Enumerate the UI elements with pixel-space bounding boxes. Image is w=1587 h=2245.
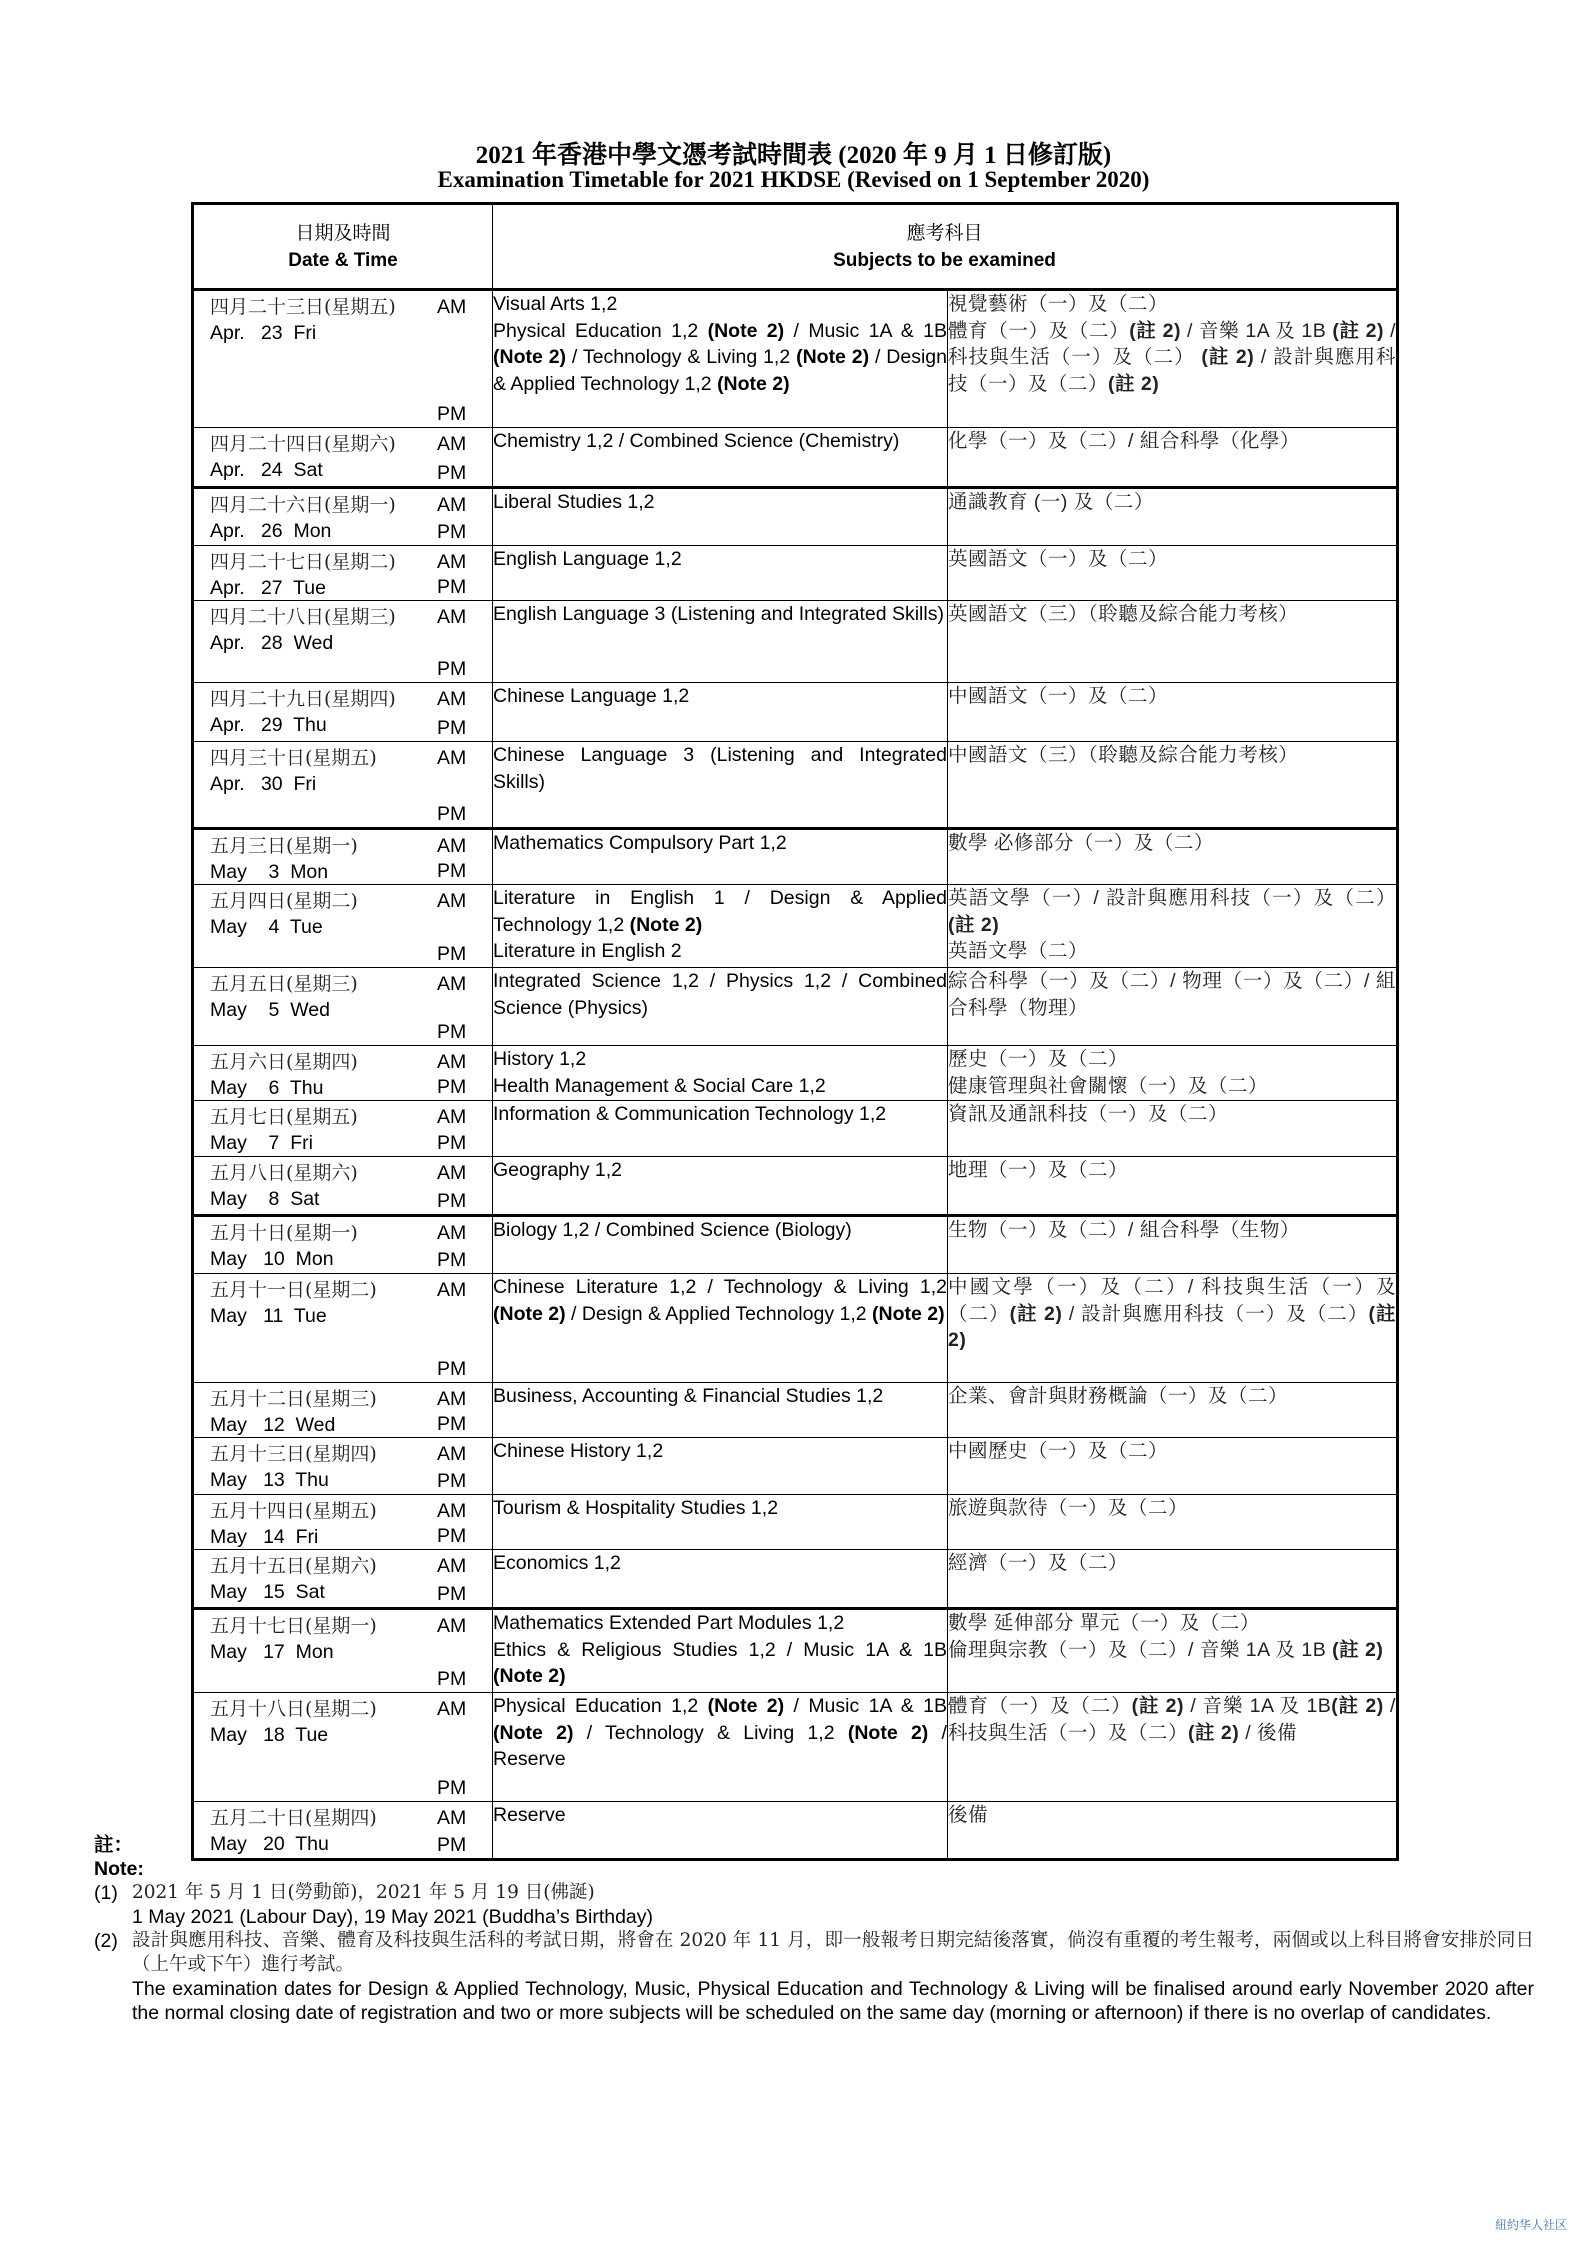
subject-line-zh: 中國語文（一）及（二） [948,685,1169,707]
timetable-row [193,829,1398,885]
date-en: May 5 Wed [210,999,330,1021]
pm-label: PM [437,1131,467,1154]
date-en: Apr. 28 Wed [210,632,334,654]
date-zh: 四月二十九日(星期四) [210,688,396,710]
subject-zh-cell [948,885,1398,968]
am-label: AM [437,835,467,857]
date-cell [193,488,493,546]
subject-zh-cell [948,968,1398,1046]
am-label: AM [437,1051,467,1073]
date-en: May 15 Sat [210,1581,325,1603]
pm-label: PM [437,1833,467,1856]
timetable-row [193,1383,1398,1438]
subject-line-zh: 化學（一）及（二）/ 組合科學（化學） [948,430,1300,452]
subject-line-zh: 英國語文（三）（聆聽及綜合能力考核） [948,603,1299,625]
timetable-row [193,1550,1398,1609]
date-cell [193,1550,493,1609]
subject-zh-cell [948,1438,1398,1495]
title-english: Examination Timetable for 2021 HKDSE (Revised on 1 September 2020) [437,167,1150,192]
am-label: AM [437,973,467,995]
subject-line-en: Information & Communication Technology 1,2 [493,1103,887,1125]
subject-line-en: Chinese Language 1,2 [493,685,690,707]
date-cell [193,601,493,683]
date-zh: 五月四日(星期二) [210,890,358,912]
am-label: AM [437,747,467,769]
subject-line-en: English Language 1,2 [493,548,682,570]
note-text-zh: 2021 年 5 月 1 日(勞動節)，2021 年 5 月 19 日(佛誕) [132,1882,595,1903]
subject-line-zh: 視覺藝術（一）及（二） [948,293,1169,315]
am-label: AM [437,606,467,628]
subject-zh-cell [948,1383,1398,1438]
date-zh: 四月三十日(星期五) [210,747,377,769]
subject-line-en: History 1,2 [493,1048,587,1070]
subject-line-zh: 數學 延伸部分 單元（一）及（二） [948,1612,1260,1634]
subject-zh-cell [948,1216,1398,1274]
pm-label: PM [437,716,467,739]
date-cell [193,1693,493,1802]
date-zh: 四月二十三日(星期五) [210,296,396,318]
subject-en-cell [493,1693,948,1802]
date-cell [193,1495,493,1550]
date-header-zh: 日期及時間 [295,221,391,244]
subject-zh-cell [948,1495,1398,1550]
date-zh: 五月七日(星期五) [210,1106,358,1128]
subject-line-en: Visual Arts 1,2 [493,293,618,315]
timetable-row [193,1101,1398,1157]
date-en: Apr. 27 Tue [210,577,326,599]
date-en: May 10 Mon [210,1248,334,1270]
date-en: May 3 Mon [210,861,329,883]
date-zh: 五月十二日(星期三) [210,1388,377,1410]
date-zh: 五月八日(星期六) [210,1162,358,1184]
timetable-row [193,683,1398,742]
subjects-header-zh: 應考科目 [906,221,983,244]
subject-line-zh: 生物（一）及（二）/ 組合科學（生物） [948,1219,1300,1241]
subject-line-zh: 歷史（一）及（二） [948,1048,1129,1070]
am-label: AM [437,1279,467,1301]
subject-en-cell [493,968,948,1046]
subject-zh-cell [948,683,1398,742]
date-en: May 11 Tue [210,1305,327,1327]
date-en: May 7 Fri [210,1132,313,1154]
pm-label: PM [437,1189,467,1212]
subject-zh-cell [948,742,1398,829]
timetable-row [193,428,1398,488]
date-cell [193,1438,493,1495]
subject-line-en: Chinese Literature 1,2 / Technology & Living 1,2 (Note 2) / Design & Applied Technology 1,2 (Note 2) [493,1276,947,1325]
date-en: Apr. 29 Thu [210,714,327,736]
date-en: May 18 Tue [210,1724,329,1746]
subject-zh-cell [948,1693,1398,1802]
date-zh: 五月十三日(星期四) [210,1443,377,1465]
subject-en-cell [493,829,948,885]
note-number: (1) [94,1882,118,1904]
subject-line-zh: 後備 [948,1804,989,1826]
subject-zh-cell [948,1157,1398,1216]
date-en: May 8 Sat [210,1188,320,1210]
subject-line-en: Literature in English 1 / Design & Applied Technology 1,2 (Note 2) [493,887,947,936]
title-chinese: 2021 年香港中學文憑考試時間表 (2020 年 9 月 1 日修訂版) [475,142,1112,169]
timetable-row [193,1438,1398,1495]
subject-zh-cell [948,290,1398,428]
date-cell [193,742,493,829]
date-zh: 四月二十六日(星期一) [210,494,396,516]
subject-en-cell [493,601,948,683]
subject-line-zh: 經濟（一）及（二） [948,1552,1129,1574]
date-cell [193,1216,493,1274]
pm-label: PM [437,575,467,598]
timetable-row [193,885,1398,968]
subject-zh-cell [948,1101,1398,1157]
subject-en-cell [493,1438,948,1495]
date-zh: 五月十一日(星期二) [210,1279,377,1301]
timetable-row [193,1693,1398,1802]
date-cell [193,1274,493,1383]
subject-line-en: Integrated Science 1,2 / Physics 1,2 / Combined Science (Physics) [493,970,947,1019]
pm-label: PM [437,657,467,680]
am-label: AM [437,1106,467,1128]
subject-line-en: Physical Education 1,2 (Note 2) / Music 1A & 1B (Note 2) / Technology & Living 1,2 (Note 2) / Reserve [493,1695,948,1770]
date-cell [193,829,493,885]
pm-label: PM [437,1524,467,1547]
subject-line-en: Health Management & Social Care 1,2 [493,1074,826,1097]
am-label: AM [437,1500,467,1522]
date-cell [193,1383,493,1438]
date-cell [193,1157,493,1216]
date-zh: 五月十五日(星期六) [210,1555,377,1577]
date-cell [193,968,493,1046]
subject-line-en: Mathematics Compulsory Part 1,2 [493,832,787,854]
am-label: AM [437,551,467,573]
am-label: AM [437,890,467,912]
note-item [94,1881,1534,1929]
subject-line-zh: 中國語文（三）（聆聽及綜合能力考核） [948,744,1299,766]
subjects-column-header [493,204,1398,290]
date-zh: 五月十八日(星期二) [210,1698,377,1720]
note-number: (2) [94,1930,118,1952]
subject-en-cell [493,885,948,968]
date-cell [193,683,493,742]
watermark: 紐約华人社区 [1494,2218,1567,2232]
pm-label: PM [437,1582,467,1605]
notes-section [94,1833,1534,2025]
timetable-row [193,546,1398,601]
am-label: AM [437,494,467,516]
subject-line-zh: 中國文學（一）及（二）/ 科技與生活（一）及（二）(註 2) / 設計與應用科技（一）及（二）(註 2) [948,1276,1397,1351]
subject-line-zh: 中國歷史（一）及（二） [948,1440,1169,1462]
subject-line-en: Tourism & Hospitality Studies 1,2 [493,1497,779,1519]
subject-zh-cell [948,1609,1398,1693]
subject-zh-cell [948,1550,1398,1609]
subject-en-cell [493,1101,948,1157]
pm-label: PM [437,461,467,484]
subject-zh-cell [948,428,1398,488]
timetable-row [193,488,1398,546]
date-en: Apr. 26 Mon [210,520,332,542]
subject-line-en: Biology 1,2 / Combined Science (Biology) [493,1219,852,1241]
date-cell [193,428,493,488]
subject-zh-cell [948,829,1398,885]
subject-line-zh: 旅遊與款待（一）及（二） [948,1497,1189,1519]
date-cell [193,1609,493,1693]
subject-line-en: Physical Education 1,2 (Note 2) / Music 1A & 1B (Note 2) / Technology & Living 1,2 (Note 2) / Design & Applied Technology 1,2 (Note 2) [493,319,948,395]
timetable-row [193,1046,1398,1101]
subject-en-cell [493,1274,948,1383]
subject-line-en: Chinese Language 3 (Listening and Integrated Skills) [493,744,947,793]
subject-line-zh: 英國語文（一）及（二） [948,548,1169,570]
subject-en-cell [493,683,948,742]
subject-zh-cell [948,546,1398,601]
am-label: AM [437,296,467,318]
notes-heading-en: Note: [94,1858,144,1880]
date-zh: 四月二十八日(星期三) [210,606,396,628]
subject-line-zh: 倫理與宗教（一）及（二）/ 音樂 1A 及 1B (註 2) [948,1638,1384,1661]
timetable [191,202,1399,1861]
note-item [94,1929,1534,2025]
timetable-row [193,1274,1398,1383]
date-zh: 五月六日(星期四) [210,1051,358,1073]
pm-label: PM [437,1667,467,1690]
subject-zh-cell [948,601,1398,683]
subject-en-cell [493,488,948,546]
subject-en-cell [493,1609,948,1693]
date-en: Apr. 24 Sat [210,459,323,481]
subject-line-en: Literature in English 2 [493,940,682,962]
date-cell [193,546,493,601]
subject-line-en: Business, Accounting & Financial Studies 1,2 [493,1385,884,1407]
am-label: AM [437,1162,467,1184]
date-cell [193,885,493,968]
subject-line-zh: 綜合科學（一）及（二）/ 物理（一）及（二）/ 組合科學（物理） [948,970,1397,1019]
subject-line-zh: 英語文學（一）/ 設計與應用科技（一）及（二）(註 2) [948,887,1397,936]
subject-line-zh: 體育（一）及（二）(註 2) / 音樂 1A 及 1B (註 2) / 科技與生活（一）及（二） (註 2) / 設計與應用科技（一）及（二）(註 2) [948,319,1397,395]
pm-label: PM [437,520,467,543]
date-en: May 4 Tue [210,916,323,938]
pm-label: PM [437,942,467,965]
note-text-en: The examination dates for Design & Applied Technology, Music, Physical Education and Technology & Living will be finalised around early November 2020 after the normal closing date of registration and two or more subjects will be scheduled on the same day (morning or afternoon) if there is no overlap of candidates. [132,1978,1534,2024]
am-label: AM [437,433,467,455]
am-label: AM [437,1807,467,1829]
am-label: AM [437,1388,467,1410]
subject-en-cell [493,546,948,601]
timetable-row [193,1157,1398,1216]
date-cell [193,290,493,428]
subject-line-zh: 健康管理與社會關懷（一）及（二） [948,1074,1269,1097]
subject-en-cell [493,1495,948,1550]
subject-en-cell [493,1550,948,1609]
am-label: AM [437,688,467,710]
subject-en-cell [493,1157,948,1216]
subject-line-zh: 體育（一）及（二）(註 2) / 音樂 1A 及 1B(註 2) / 科技與生活（一）及（二）(註 2) / 後備 [948,1695,1396,1744]
subject-zh-cell [948,488,1398,546]
date-column-header [193,204,493,290]
date-en: Apr. 23 Fri [210,322,317,344]
subject-line-en: Liberal Studies 1,2 [493,491,655,513]
subject-line-en: Ethics & Religious Studies 1,2 / Music 1A & 1B (Note 2) [493,1638,947,1687]
pm-label: PM [437,1357,467,1380]
date-en: May 6 Thu [210,1077,324,1099]
date-zh: 五月十七日(星期一) [210,1615,377,1637]
subject-en-cell [493,742,948,829]
date-en: May 14 Fri [210,1526,319,1548]
date-en: May 12 Wed [210,1414,336,1436]
am-label: AM [437,1615,467,1637]
date-en: Apr. 30 Fri [210,773,317,795]
subject-line-en: English Language 3 (Listening and Integrated Skills) [493,603,944,625]
notes-heading-zh: 註： [94,1833,134,1856]
subject-line-en: Economics 1,2 [493,1552,621,1574]
subject-en-cell [493,1383,948,1438]
subject-en-cell [493,428,948,488]
pm-label: PM [437,1469,467,1492]
pm-label: PM [437,402,467,425]
date-en: May 13 Thu [210,1469,329,1491]
am-label: AM [437,1222,467,1244]
subject-en-cell [493,290,948,428]
date-cell [193,1101,493,1157]
subject-line-en: Reserve [493,1804,566,1826]
timetable-row [193,742,1398,829]
subject-zh-cell [948,1046,1398,1101]
subject-en-cell [493,1216,948,1274]
date-header-en: Date & Time [288,249,398,271]
date-en: May 17 Mon [210,1641,334,1663]
table-header-row [193,204,1398,290]
subject-line-zh: 數學 必修部分（一）及（二） [948,832,1214,854]
date-zh: 四月二十四日(星期六) [210,433,396,455]
date-zh: 四月二十七日(星期二) [210,551,396,573]
subject-line-zh: 資訊及通訊科技（一）及（二） [948,1103,1229,1125]
subject-line-en: Chinese History 1,2 [493,1440,664,1462]
subjects-header-en: Subjects to be examined [833,249,1056,271]
date-zh: 五月二十日(星期四) [210,1807,377,1829]
note-text-en: 1 May 2021 (Labour Day), 19 May 2021 (Buddha’s Birthday) [132,1906,654,1928]
pm-label: PM [437,1776,467,1799]
timetable-row [193,1495,1398,1550]
pm-label: PM [437,859,467,882]
pm-label: PM [437,802,467,825]
timetable-row [193,968,1398,1046]
subject-line-en: Geography 1,2 [493,1159,623,1181]
pm-label: PM [437,1412,467,1435]
date-cell [193,1046,493,1101]
timetable-row [193,601,1398,683]
subject-zh-cell [948,1274,1398,1383]
timetable-row [193,290,1398,428]
am-label: AM [437,1443,467,1465]
timetable-row [193,1609,1398,1693]
note-text-zh: 設計與應用科技、音樂、體育及科技與生活科的考試日期，將會在 2020 年 11 月，即一般報考日期完結後落實，倘沒有重覆的考生報考，兩個或以上科目將會安排於同日（上午或下午）進行考試。 [132,1930,1534,1975]
subject-line-zh: 英語文學（二） [948,940,1089,962]
date-zh: 五月十日(星期一) [210,1222,358,1244]
subject-line-en: Chemistry 1,2 / Combined Science (Chemistry) [493,430,900,452]
subject-line-en: Mathematics Extended Part Modules 1,2 [493,1612,845,1634]
subject-line-zh: 地理（一）及（二） [948,1159,1129,1181]
am-label: AM [437,1698,467,1720]
date-en: May 20 Thu [210,1833,329,1855]
subject-line-zh: 通識教育 (一) 及（二） [948,491,1154,513]
subject-line-zh: 企業、會計與財務概論（一）及（二） [948,1385,1289,1407]
date-zh: 五月三日(星期一) [210,835,358,857]
pm-label: PM [437,1020,467,1043]
date-zh: 五月五日(星期三) [210,973,358,995]
pm-label: PM [437,1248,467,1271]
subject-en-cell [493,1046,948,1101]
pm-label: PM [437,1075,467,1098]
timetable-row [193,1216,1398,1274]
am-label: AM [437,1555,467,1577]
date-zh: 五月十四日(星期五) [210,1500,377,1522]
